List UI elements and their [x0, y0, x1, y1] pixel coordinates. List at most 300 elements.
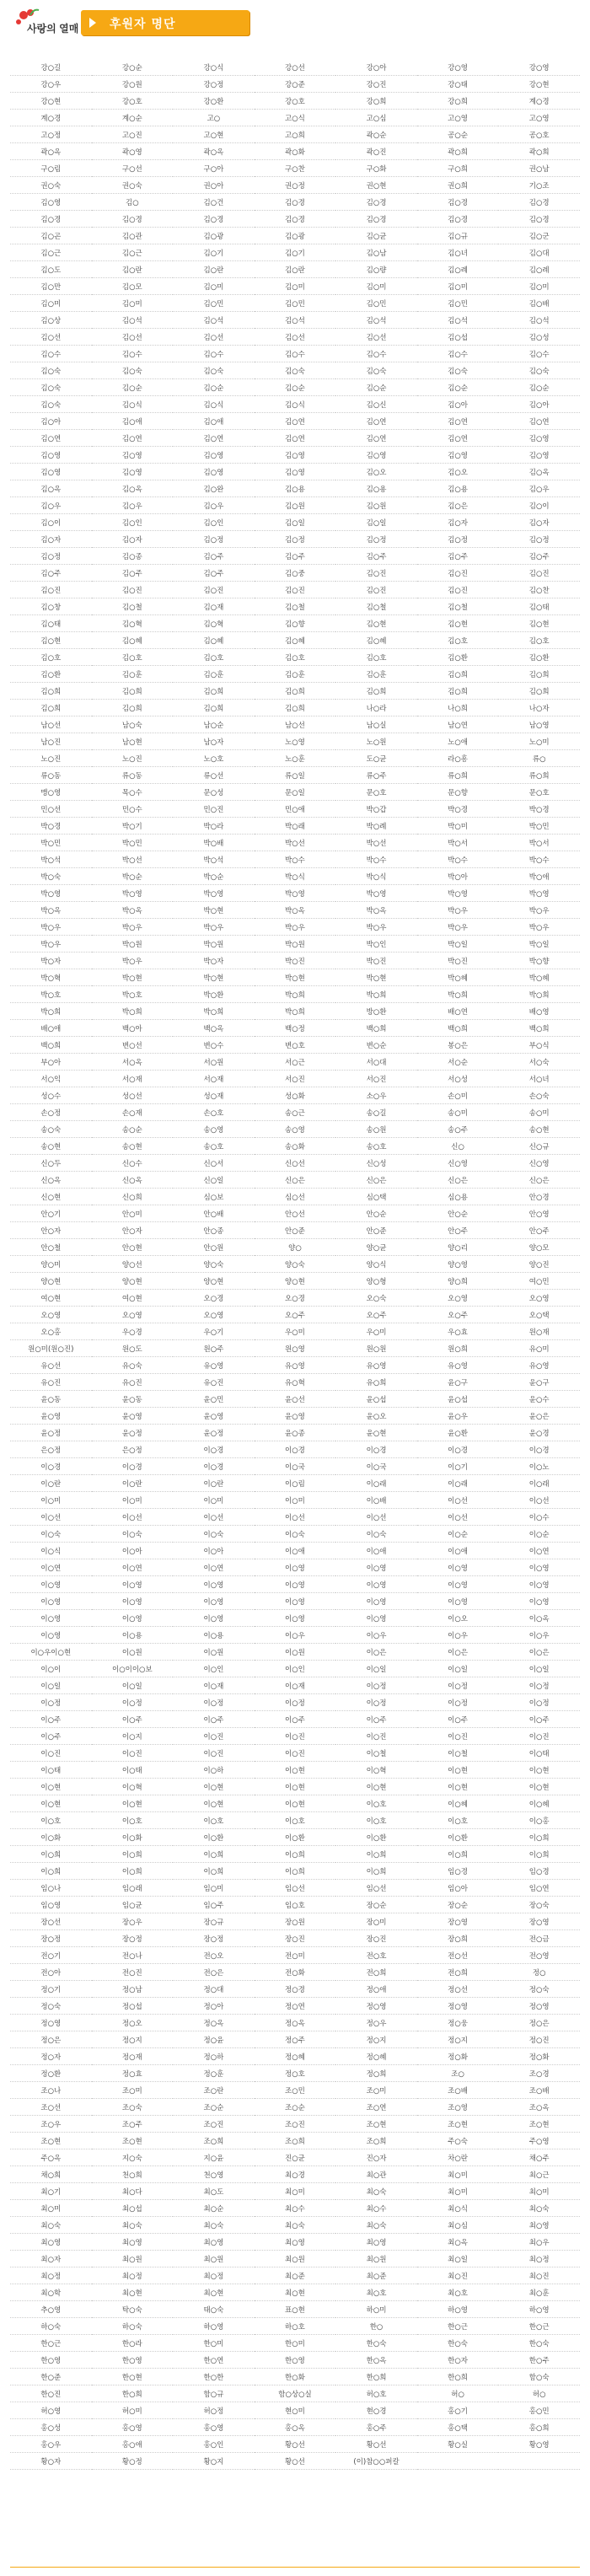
donor-name-cell: 이○영 — [417, 1593, 499, 1610]
donor-name-cell: 최○준 — [255, 2267, 336, 2284]
donor-name-cell: 최○호 — [417, 2284, 499, 2301]
donor-name-cell: 곽○영 — [92, 143, 174, 160]
table-row — [10, 1947, 580, 1964]
donor-name-cell: 박○경 — [417, 801, 499, 818]
table-row — [10, 2385, 580, 2402]
donor-name-cell: 이○희 — [498, 1829, 580, 1846]
donor-name-cell: 강○정 — [173, 76, 255, 93]
donor-name-cell: 양○숙 — [173, 1256, 255, 1273]
donor-name-cell: 은○정 — [92, 1441, 174, 1458]
table-row — [10, 1981, 580, 1998]
donor-name-cell: 고○진 — [92, 126, 174, 143]
donor-name-cell: 임○호 — [255, 1897, 336, 1913]
donor-name-cell: 김○수 — [335, 346, 417, 362]
donor-name-cell: 윤○영 — [255, 1408, 336, 1425]
donor-name-cell: 이○재 — [173, 1677, 255, 1694]
donor-name-cell: 안○철 — [10, 1239, 92, 1256]
donor-name-cell: 박○영 — [92, 885, 174, 902]
donor-name-cell: 임○영 — [10, 1897, 92, 1913]
donor-name-cell: 원○미(원○진) — [10, 1340, 92, 1357]
donor-name-cell: 박○우 — [498, 919, 580, 936]
donor-name-cell: 김○식 — [92, 396, 174, 413]
donor-name-cell: 이○화 — [92, 1829, 174, 1846]
donor-name-cell: 최○원 — [173, 2251, 255, 2267]
donor-name-cell: 양○모 — [498, 1239, 580, 1256]
table-row — [10, 986, 580, 1003]
donor-name-cell: 김○희 — [10, 700, 92, 716]
table-row — [10, 902, 580, 919]
donor-name-cell: 장○우 — [92, 1913, 174, 1930]
donor-name-cell: 윤○종 — [255, 1425, 336, 1441]
donor-name-cell: 송○미 — [498, 1104, 580, 1121]
donor-name-cell: 이○원 — [92, 1644, 174, 1661]
donor-name-cell: 정○ — [498, 1964, 580, 1981]
table-row — [10, 1576, 580, 1593]
donor-name-cell: 김○영 — [173, 447, 255, 464]
donor-name-cell: 오○영 — [92, 1307, 174, 1323]
donor-name-cell: 민○진 — [173, 801, 255, 818]
donor-name-cell: 이○주 — [335, 1711, 417, 1728]
donor-name-cell: 박○진 — [335, 953, 417, 969]
donor-name-cell: 박○영 — [255, 885, 336, 902]
donor-name-cell: 변○선 — [92, 1037, 174, 1054]
donor-name-cell: 윤○영 — [10, 1408, 92, 1425]
table-row — [10, 2116, 580, 2133]
donor-name-cell: 이○지 — [92, 1728, 174, 1745]
table-row — [10, 2048, 580, 2065]
table-row — [10, 548, 580, 565]
donor-name-cell: 이○연 — [498, 1543, 580, 1559]
donor-name-cell: 유○진 — [92, 1374, 174, 1391]
donor-name-cell: 김○철 — [92, 598, 174, 615]
donor-name-cell: 함○상○실 — [255, 2385, 336, 2402]
donor-name-cell: 임○경 — [417, 1863, 499, 1880]
table-row — [10, 700, 580, 716]
donor-name-cell: 김○영 — [498, 430, 580, 447]
donor-name-cell: 김○호 — [10, 649, 92, 666]
donor-name-cell: 곽○진 — [335, 143, 417, 160]
donor-name-cell: 장○순 — [335, 1897, 417, 1913]
donor-name-cell: 김○희 — [173, 700, 255, 716]
donor-name-cell: 이○영 — [255, 1559, 336, 1576]
donor-name-cell: 유○진 — [10, 1374, 92, 1391]
donor-name-cell: 이○래 — [335, 1475, 417, 1492]
table-row — [10, 1526, 580, 1543]
donor-name-cell: 박○수 — [417, 851, 499, 868]
donor-name-cell: 이○진 — [417, 1728, 499, 1745]
donor-name-cell: 김○일 — [335, 514, 417, 531]
donor-name-cell: 김○주 — [417, 548, 499, 565]
footer-divider — [10, 2567, 580, 2568]
donor-name-cell: 박○영 — [335, 885, 417, 902]
donor-name-cell: 이○영 — [173, 1593, 255, 1610]
donor-name-cell: 이○환 — [417, 1829, 499, 1846]
donor-name-cell: 김○란 — [173, 261, 255, 278]
donor-name-cell: 김○식 — [173, 396, 255, 413]
donor-name-cell: 전○진 — [92, 1964, 174, 1981]
donor-name-cell: 김○상 — [10, 312, 92, 329]
donor-name-cell: 정○하 — [173, 2048, 255, 2065]
donor-name-cell: 노○미 — [498, 733, 580, 750]
donor-name-cell: 이○용 — [92, 1627, 174, 1644]
donor-name-cell: 강○원 — [92, 76, 174, 93]
donor-name-cell: 이○정 — [173, 1694, 255, 1711]
donor-name-cell: 윤○영 — [173, 1408, 255, 1425]
donor-name-cell: 김○규 — [417, 228, 499, 244]
donor-name-cell: 김○영 — [10, 194, 92, 211]
donor-name-cell: 백○희 — [498, 1020, 580, 1037]
donor-name-cell: 이○진 — [92, 1745, 174, 1762]
donor-name-cell: 박○경 — [498, 801, 580, 818]
donor-name-cell: 임○주 — [173, 1897, 255, 1913]
donor-name-cell: 최○원 — [255, 2251, 336, 2267]
table-row — [10, 1273, 580, 1290]
donor-name-cell: 김○섭 — [417, 329, 499, 346]
donor-name-cell: 이○우이○현 — [10, 1644, 92, 1661]
donor-name-cell: 권○숙 — [92, 177, 174, 194]
donor-name-cell: 정○연 — [255, 1998, 336, 2015]
donor-name-cell: 신○두 — [10, 1155, 92, 1172]
donor-name-cell: 박○미 — [417, 818, 499, 835]
donor-name-cell: 이○호 — [10, 1812, 92, 1829]
donor-name-cell: 최○도 — [173, 2183, 255, 2200]
donor-name-cell: 한○미 — [173, 2335, 255, 2352]
donor-name-cell: 신○수 — [92, 1155, 174, 1172]
donor-name-cell: 강○식 — [173, 59, 255, 76]
donor-name-cell: 서○근 — [255, 1054, 336, 1071]
donor-name-cell: 조○현 — [10, 2133, 92, 2149]
donor-name-cell: 김○연 — [498, 413, 580, 430]
donor-name-cell: 계○경 — [10, 110, 92, 126]
donor-name-cell: 하○호 — [255, 2318, 336, 2335]
donor-name-cell: 이○애 — [417, 1543, 499, 1559]
table-row — [10, 1087, 580, 1104]
donor-name-cell: 박○식 — [335, 868, 417, 885]
donor-name-cell: 김○환 — [498, 649, 580, 666]
donor-name-cell: 송○화 — [255, 1138, 336, 1155]
donor-name-cell: 송○길 — [335, 1104, 417, 1121]
donor-name-cell: 송○현 — [92, 1138, 174, 1155]
donor-name-cell: 이○정 — [417, 1677, 499, 1694]
donor-name-cell: 김○원 — [255, 497, 336, 514]
donor-name-cell: 서○녀 — [498, 1071, 580, 1087]
table-row — [10, 1172, 580, 1189]
donor-name-cell: 우○기 — [173, 1323, 255, 1340]
donor-name-cell: 김○배 — [498, 295, 580, 312]
donor-name-cell: 이○호 — [417, 1812, 499, 1829]
donor-name-cell: 구○아 — [173, 160, 255, 177]
donor-name-cell: 이○경 — [417, 1441, 499, 1458]
donor-name-cell: 강○우 — [10, 76, 92, 93]
donor-name-cell: 김○혁 — [173, 615, 255, 632]
donor-name-cell: 김○재 — [173, 598, 255, 615]
donor-name-cell: 전○은 — [173, 1964, 255, 1981]
donor-name-cell: 박○현 — [173, 902, 255, 919]
donor-name-cell: 이○정 — [498, 1694, 580, 1711]
donor-name-cell: 강○현 — [10, 93, 92, 110]
table-row — [10, 2015, 580, 2031]
donor-name-cell: 백○희 — [10, 1037, 92, 1054]
donor-name-cell: 남○영 — [498, 716, 580, 733]
donor-name-cell: 류○주 — [335, 767, 417, 784]
donor-name-cell: 박○식 — [255, 868, 336, 885]
donor-name-cell: 이○영 — [173, 1610, 255, 1627]
table-row — [10, 177, 580, 194]
donor-name-cell: 서○성 — [417, 1071, 499, 1087]
donor-name-cell: 송○원 — [335, 1121, 417, 1138]
donor-name-cell: 고○희 — [255, 126, 336, 143]
donor-name-cell: 이○숙 — [173, 1526, 255, 1543]
donor-name-cell: 한○자 — [417, 2352, 499, 2369]
table-row — [10, 2166, 580, 2183]
donor-name-cell: 김○혜 — [92, 632, 174, 649]
donor-name-cell: 김○훈 — [335, 666, 417, 683]
donor-name-cell: 임○경 — [498, 1863, 580, 1880]
donor-name-cell: 김○연 — [255, 430, 336, 447]
donor-name-cell: 김○연 — [335, 430, 417, 447]
donor-name-cell: 박○희 — [335, 986, 417, 1003]
donor-name-cell: 김○진 — [255, 582, 336, 598]
donor-name-cell: 손○재 — [92, 1104, 174, 1121]
donor-name-cell: 김○숙 — [498, 362, 580, 379]
donor-name-cell: 원○원 — [335, 1340, 417, 1357]
donor-name-cell: 이○아 — [173, 1543, 255, 1559]
table-row — [10, 1846, 580, 1863]
donor-name-cell: 정○경 — [255, 1981, 336, 1998]
donor-name-cell: 정○영 — [335, 1998, 417, 2015]
donor-name-cell: 이○노 — [498, 1458, 580, 1475]
donor-name-cell: 이○미 — [10, 1492, 92, 1509]
donor-name-cell: 이○영 — [335, 1576, 417, 1593]
donor-name-cell: 송○현 — [498, 1121, 580, 1138]
donor-name-cell: 고○정 — [10, 126, 92, 143]
donor-name-cell: 김○영 — [10, 447, 92, 464]
donor-name-cell: 김○우 — [92, 497, 174, 514]
table-row — [10, 868, 580, 885]
donor-name-cell: 변○순 — [335, 1037, 417, 1054]
donor-name-cell: 김○애 — [92, 413, 174, 430]
donor-name-cell: 김○호 — [92, 649, 174, 666]
donor-name-cell: 송○호 — [173, 1138, 255, 1155]
table-row — [10, 2200, 580, 2217]
donor-name-cell: 구○희 — [417, 160, 499, 177]
donor-name-cell: 심○용 — [417, 1189, 499, 1205]
table-row — [10, 733, 580, 750]
donor-name-cell: 심○선 — [255, 1189, 336, 1205]
donor-name-cell: 송○호 — [335, 1138, 417, 1155]
donor-name-cell: 강○영 — [498, 59, 580, 76]
donor-name-cell: 서○원 — [173, 1054, 255, 1071]
donor-name-cell: 이○정 — [92, 1694, 174, 1711]
donor-name-cell: 정○진 — [498, 2031, 580, 2048]
donor-name-cell: 부○아 — [10, 1054, 92, 1071]
donor-name-cell: 이○희 — [255, 1863, 336, 1880]
donor-name-cell: 송○숙 — [10, 1121, 92, 1138]
donor-name-cell: 이○현 — [92, 1795, 174, 1812]
donor-name-cell: 김○경 — [255, 211, 336, 228]
donor-name-cell: 김○환 — [417, 649, 499, 666]
donor-name-cell: 이○호 — [335, 1795, 417, 1812]
table-row — [10, 649, 580, 666]
donor-name-cell: 권○정 — [255, 177, 336, 194]
donor-name-cell: 홍○기 — [417, 2402, 499, 2419]
donor-name-cell: 이○순 — [498, 1526, 580, 1543]
donor-name-cell: 김○연 — [335, 413, 417, 430]
table-row — [10, 565, 580, 582]
table-row — [10, 211, 580, 228]
donor-name-cell: 김○선 — [255, 329, 336, 346]
donor-name-cell: 박○영 — [498, 885, 580, 902]
donor-name-cell: 라○흥 — [417, 750, 499, 767]
donor-name-cell: 홍○영 — [92, 2419, 174, 2436]
donor-name-cell: 박○희 — [417, 986, 499, 1003]
donor-name-cell: 서○진 — [335, 1071, 417, 1087]
donor-name-cell: 최○미 — [255, 2183, 336, 2200]
table-row — [10, 1593, 580, 1610]
donor-name-cell: 이○우 — [417, 1627, 499, 1644]
donor-name-cell: 이○영 — [255, 1576, 336, 1593]
table-row — [10, 750, 580, 767]
donor-name-cell: 유○혁 — [255, 1374, 336, 1391]
donor-name-cell: 강○태 — [417, 76, 499, 93]
donor-name-cell: 이○호 — [92, 1812, 174, 1829]
table-row — [10, 1441, 580, 1458]
donor-name-cell: 윤○구 — [498, 1374, 580, 1391]
donor-name-cell: 하○숙 — [92, 2318, 174, 2335]
donor-name-cell: 박○경 — [10, 818, 92, 835]
donor-name-cell: 김○순 — [335, 379, 417, 396]
donor-name-cell: 주○영 — [498, 2133, 580, 2149]
donor-name-cell: 이○희 — [92, 1846, 174, 1863]
donor-name-cell: 이○희 — [173, 1863, 255, 1880]
donor-name-cell: 주○숙 — [417, 2133, 499, 2149]
donor-name-cell: 김○미 — [10, 295, 92, 312]
donor-name-cell: 정○주 — [255, 2031, 336, 2048]
donor-name-cell: 박○혜 — [498, 969, 580, 986]
table-row — [10, 801, 580, 818]
donor-name-cell: 박○옥 — [10, 902, 92, 919]
donor-name-cell: 이○경 — [498, 1441, 580, 1458]
donor-name-cell: 김○미 — [417, 278, 499, 295]
table-row — [10, 346, 580, 362]
donor-name-cell: 박○향 — [498, 953, 580, 969]
table-row — [10, 1037, 580, 1054]
donor-name-cell: 류○ — [498, 750, 580, 767]
donor-name-cell: 이○영 — [417, 1576, 499, 1593]
donor-name-cell: 유○영 — [417, 1357, 499, 1374]
donor-name-cell: 박○일 — [498, 936, 580, 953]
donor-name-cell: 유○영 — [335, 1357, 417, 1374]
donor-name-cell: 이○환 — [173, 1829, 255, 1846]
donor-name-cell: 이○우 — [335, 1627, 417, 1644]
table-row — [10, 362, 580, 379]
donor-name-cell: 여○현 — [10, 1290, 92, 1307]
donor-name-cell: 이○영 — [417, 1559, 499, 1576]
donor-name-cell: 김○혜 — [335, 632, 417, 649]
donor-name-cell: 이○이이○보 — [92, 1661, 174, 1677]
table-row — [10, 1222, 580, 1239]
table-row — [10, 632, 580, 649]
donor-name-cell: 김○선 — [335, 329, 417, 346]
donor-name-cell: 김○주 — [498, 548, 580, 565]
donor-name-cell: 김○연 — [10, 430, 92, 447]
donor-name-cell: 윤○오 — [335, 1408, 417, 1425]
donor-name-cell: 이○선 — [173, 1509, 255, 1526]
donor-name-cell: 홍○영 — [173, 2419, 255, 2436]
donor-name-cell: 박○희 — [92, 1003, 174, 1020]
donor-name-cell: 이○현 — [173, 1795, 255, 1812]
donor-name-cell: 정○옥 — [255, 2015, 336, 2031]
donor-name-cell: 오○영 — [417, 1290, 499, 1307]
table-row — [10, 1880, 580, 1897]
table-row — [10, 1930, 580, 1947]
donor-name-cell: 김○환 — [10, 666, 92, 683]
donor-name-cell: 김○찬 — [498, 582, 580, 598]
donor-name-cell: 박○우 — [335, 919, 417, 936]
donor-name-cell: 유○진 — [173, 1374, 255, 1391]
donor-name-cell: 김○훈 — [92, 666, 174, 683]
donor-name-cell: 한○숙 — [335, 2335, 417, 2352]
donor-name-cell: 임○나 — [10, 1880, 92, 1897]
donor-name-cell: 조○희 — [335, 2133, 417, 2149]
donor-name-cell: 김○숙 — [10, 396, 92, 413]
donor-name-cell: 임○연 — [498, 1880, 580, 1897]
donor-name-cell: 조○옥 — [498, 2099, 580, 2116]
table-row — [10, 278, 580, 295]
donor-name-cell: 배○연 — [417, 1003, 499, 1020]
table-row — [10, 2436, 580, 2453]
donor-name-cell: 나○희 — [417, 700, 499, 716]
donor-name-cell: 최○영 — [255, 2234, 336, 2251]
table-row — [10, 413, 580, 430]
donor-name-cell: 이○현 — [173, 1779, 255, 1795]
donor-name-cell: 정○재 — [92, 2048, 174, 2065]
donor-name-cell: 이○주 — [173, 1711, 255, 1728]
donor-name-cell: 최○숙 — [92, 2217, 174, 2234]
donor-name-cell: 최○숙 — [335, 2217, 417, 2234]
donor-name-cell: 이○혁 — [92, 1779, 174, 1795]
table-row — [10, 2284, 580, 2301]
donor-name-cell: 김○연 — [417, 413, 499, 430]
donor-name-cell: 김○희 — [417, 683, 499, 700]
donor-name-cell: 최○미 — [10, 2200, 92, 2217]
donor-name-cell: 김○희 — [498, 666, 580, 683]
donor-name-cell: 김○우 — [498, 480, 580, 497]
donor-name-cell: 탁○숙 — [92, 2301, 174, 2318]
donor-name-cell: 김○성 — [498, 329, 580, 346]
donor-name-cell: 박○서 — [498, 835, 580, 851]
donor-name-cell: 김○용 — [335, 480, 417, 497]
donor-name-cell: 고○영 — [498, 110, 580, 126]
donor-name-cell: 박○갑 — [335, 801, 417, 818]
donor-name-cell: 최○자 — [10, 2251, 92, 2267]
donor-name-cell: 박○선 — [335, 835, 417, 851]
donor-name-cell: 신○은 — [498, 1172, 580, 1189]
donor-name-cell: 곽○옥 — [173, 143, 255, 160]
table-row — [10, 2133, 580, 2149]
donor-name-cell: 김○영 — [417, 447, 499, 464]
donor-name-cell: 김○진 — [10, 582, 92, 598]
donor-name-cell: 임○선 — [335, 1880, 417, 1897]
donor-name-cell: 오○주 — [335, 1307, 417, 1323]
donor-name-cell: 이○우 — [255, 1627, 336, 1644]
donor-name-cell: 양○진 — [498, 1256, 580, 1273]
donor-name-cell: 김○균 — [335, 228, 417, 244]
donor-name-cell: 박○순 — [92, 868, 174, 885]
donor-name-cell: 허○ — [498, 2385, 580, 2402]
donor-name-cell: 이○선 — [498, 1492, 580, 1509]
donor-name-cell: 최○원 — [335, 2251, 417, 2267]
